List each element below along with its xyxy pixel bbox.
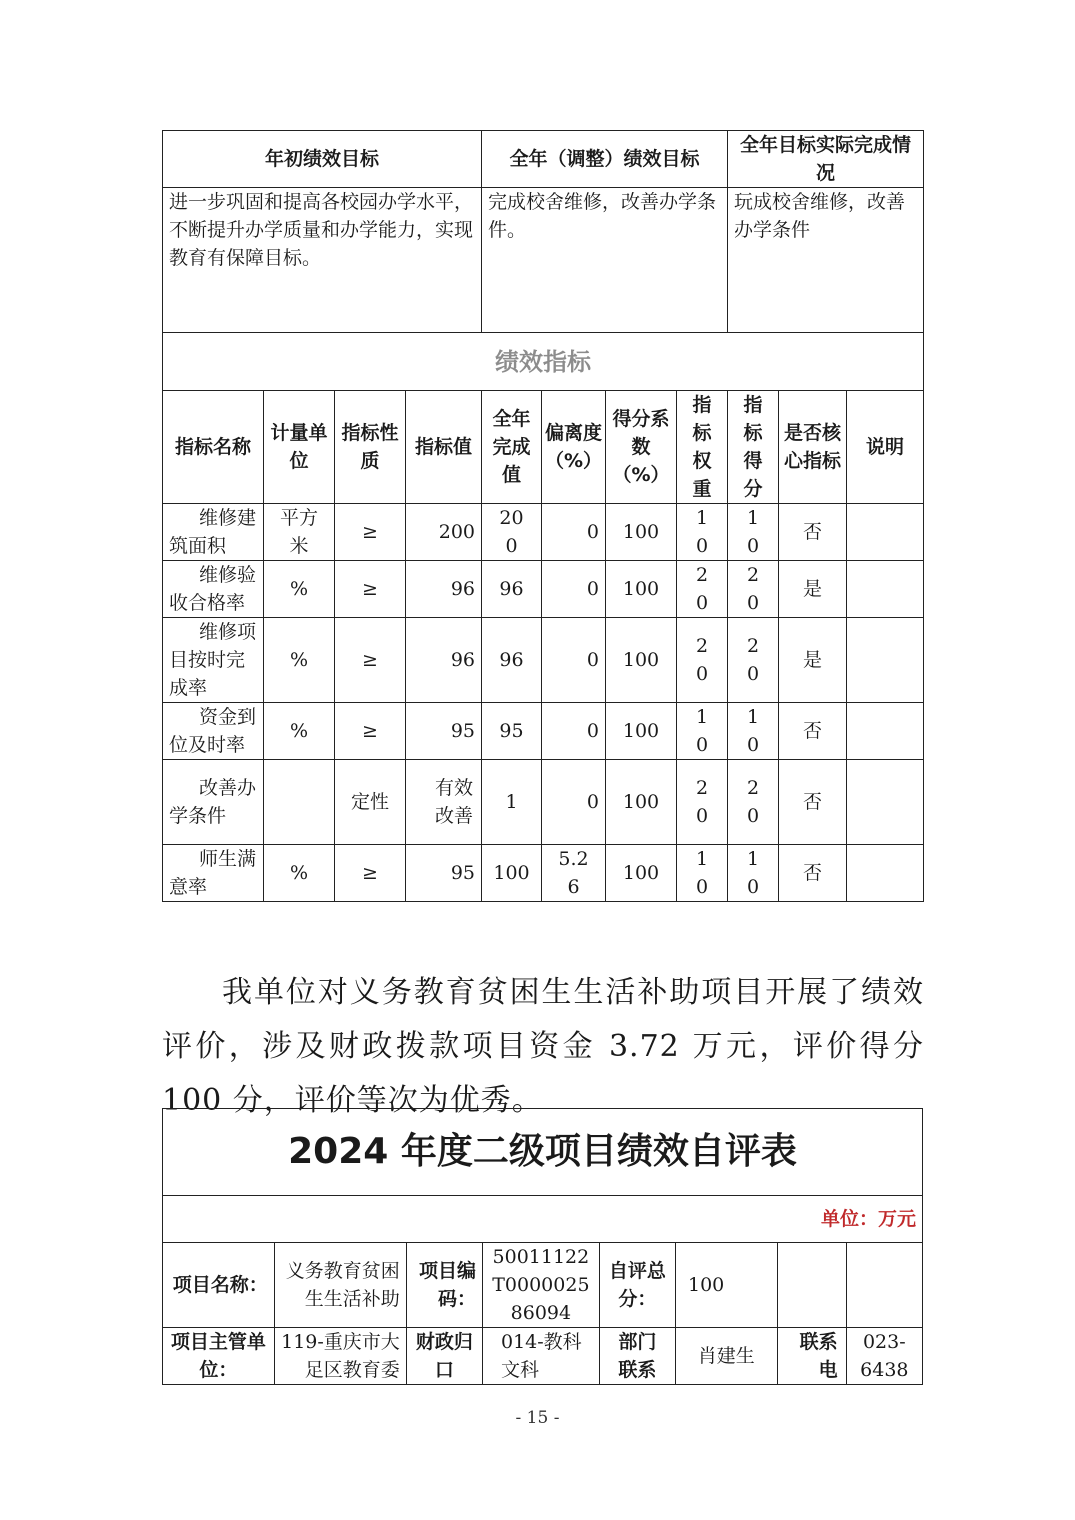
table-row (163, 618, 924, 703)
project-code-label: 项目编码： (406, 1243, 482, 1328)
row-score: 10 (728, 845, 779, 902)
page-number: - 15 - (515, 1408, 560, 1428)
row-weight: 20 (677, 760, 728, 845)
row-weight: 20 (677, 618, 728, 703)
goal-header-initial: 年初绩效目标 (163, 131, 482, 188)
row-actual: 96 (482, 561, 542, 618)
row-actual: 96 (482, 618, 542, 703)
row-actual: 95 (482, 703, 542, 760)
col-weight: 指标权重 (677, 391, 728, 504)
row-unit: % (264, 618, 335, 703)
row-coef: 100 (606, 618, 677, 703)
table-row (163, 561, 924, 618)
indicator-title-row (163, 333, 924, 391)
row-nature: 定性 (335, 760, 406, 845)
dept-row (163, 1328, 923, 1385)
col-note: 说明 (847, 391, 924, 504)
col-core: 是否核心指标 (779, 391, 847, 504)
col-actual: 全年完成值 (482, 391, 542, 504)
row-deviation: 0 (542, 504, 606, 561)
finance: 014-教科文科 (482, 1328, 599, 1385)
row-nature: ≥ (335, 703, 406, 760)
goal-header-adjusted: 全年（调整）绩效目标 (482, 131, 728, 188)
project-code: 50011122T000002586094 (482, 1243, 599, 1328)
goals-header-row (163, 131, 924, 188)
row-nature: ≥ (335, 561, 406, 618)
unit-label: 单位：万元 (163, 1196, 923, 1243)
row-name: 改善办学条件 (163, 760, 264, 845)
row-coef: 100 (606, 504, 677, 561)
table-row (163, 760, 924, 845)
self-score-label: 自评总分： (599, 1243, 675, 1328)
self-score: 100 (675, 1243, 777, 1328)
row-nature: ≥ (335, 618, 406, 703)
goal-adjusted: 完成校舍维修，改善办学条件。 (482, 188, 728, 333)
evaluation-paragraph: 我单位对义务教育贫困生生活补助项目开展了绩效评价，涉及财政拨款项目资金 3.72 万元，评价得分 100 分，评价等次为优秀。 (162, 975, 924, 1118)
table-row (163, 504, 924, 561)
goal-header-actual: 全年目标实际完成情况 (728, 131, 924, 188)
page-title: 2024 年度二级项目绩效自评表 (163, 1109, 923, 1196)
row-unit: % (264, 845, 335, 902)
row-actual: 100 (482, 845, 542, 902)
row-coef: 100 (606, 561, 677, 618)
col-unit: 计量单位 (264, 391, 335, 504)
empty-cell (777, 1243, 846, 1328)
row-core: 否 (779, 845, 847, 902)
row-unit: % (264, 703, 335, 760)
row-score: 20 (728, 561, 779, 618)
self-evaluation-table (162, 1108, 923, 1385)
project-name-label: 项目名称： (163, 1243, 275, 1328)
row-note (847, 703, 924, 760)
phone: 023-6438 (846, 1328, 922, 1385)
row-deviation: 5.26 (542, 845, 606, 902)
phone-label: 联系电 (777, 1328, 846, 1385)
table-row (163, 703, 924, 760)
row-score: 10 (728, 703, 779, 760)
row-name: 维修验收合格率 (163, 561, 264, 618)
row-weight: 10 (677, 845, 728, 902)
goal-initial: 进一步巩固和提高各校园办学水平，不断提升办学质量和办学能力，实现教育有保障目标。 (163, 188, 482, 333)
row-actual: 200 (482, 504, 542, 561)
contact: 肖建生 (675, 1328, 777, 1385)
row-core: 是 (779, 561, 847, 618)
goal-actual: 玩成校舍维修，改善办学条件 (728, 188, 924, 333)
row-deviation: 0 (542, 703, 606, 760)
row-weight: 10 (677, 703, 728, 760)
performance-goals-table (162, 130, 924, 902)
row-core: 否 (779, 760, 847, 845)
project-name: 义务教育贫困生生活补助 (274, 1243, 406, 1328)
row-core: 是 (779, 618, 847, 703)
contact-label: 部门联系 (599, 1328, 675, 1385)
project-row (163, 1243, 923, 1328)
row-weight: 10 (677, 504, 728, 561)
goals-row (163, 188, 924, 333)
row-core: 否 (779, 504, 847, 561)
row-core: 否 (779, 703, 847, 760)
col-name: 指标名称 (163, 391, 264, 504)
row-coef: 100 (606, 703, 677, 760)
row-target: 96 (406, 618, 482, 703)
row-unit: % (264, 561, 335, 618)
row-target: 200 (406, 504, 482, 561)
empty-cell (846, 1243, 922, 1328)
dept-label: 项目主管单位： (163, 1328, 275, 1385)
finance-label: 财政归口 (406, 1328, 482, 1385)
row-actual: 1 (482, 760, 542, 845)
indicator-header-row (163, 391, 924, 504)
row-deviation: 0 (542, 760, 606, 845)
row-unit: 平方米 (264, 504, 335, 561)
col-score: 指标得分 (728, 391, 779, 504)
row-name: 师生满意率 (163, 845, 264, 902)
row-target: 95 (406, 703, 482, 760)
row-score: 20 (728, 618, 779, 703)
row-unit (264, 760, 335, 845)
title-row (163, 1109, 923, 1196)
col-deviation: 偏离度（%） (542, 391, 606, 504)
col-nature: 指标性质 (335, 391, 406, 504)
row-note (847, 561, 924, 618)
row-score: 10 (728, 504, 779, 561)
unit-row (163, 1196, 923, 1243)
row-coef: 100 (606, 760, 677, 845)
row-deviation: 0 (542, 561, 606, 618)
row-nature: ≥ (335, 845, 406, 902)
dept: 119-重庆市大足区教育委 (274, 1328, 406, 1385)
row-target: 95 (406, 845, 482, 902)
row-note (847, 618, 924, 703)
row-name: 维修项目按时完成率 (163, 618, 264, 703)
row-note (847, 845, 924, 902)
indicator-title: 绩效指标 (163, 333, 924, 391)
col-target: 指标值 (406, 391, 482, 504)
row-score: 20 (728, 760, 779, 845)
row-coef: 100 (606, 845, 677, 902)
row-weight: 20 (677, 561, 728, 618)
row-name: 资金到位及时率 (163, 703, 264, 760)
row-note (847, 504, 924, 561)
row-target: 有效改善 (406, 760, 482, 845)
table-row (163, 845, 924, 902)
row-deviation: 0 (542, 618, 606, 703)
col-coef: 得分系数（%） (606, 391, 677, 504)
row-name: 维修建筑面积 (163, 504, 264, 561)
row-target: 96 (406, 561, 482, 618)
row-note (847, 760, 924, 845)
row-nature: ≥ (335, 504, 406, 561)
